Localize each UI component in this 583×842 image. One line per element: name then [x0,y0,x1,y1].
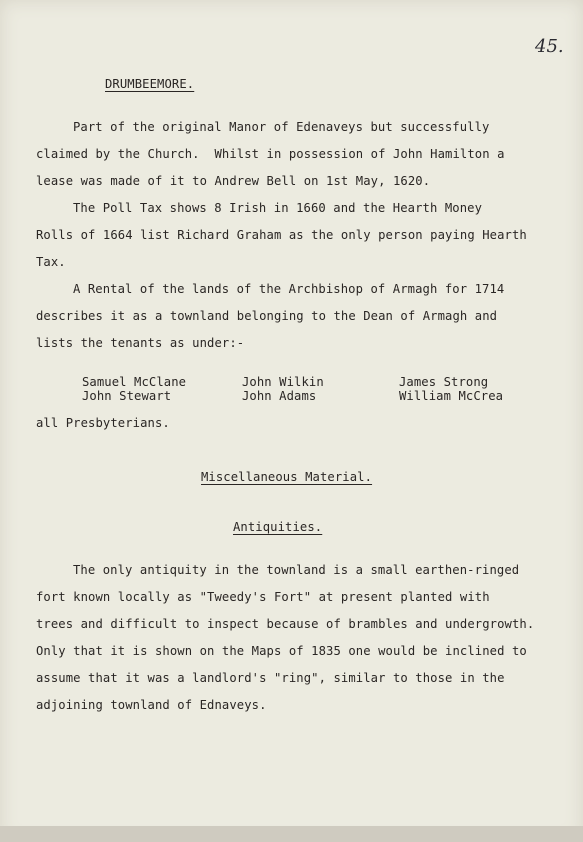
intro-line-2: claimed by the Church. Whilst in possession of John Hamilton a [36,147,505,161]
tenant-name: William McCrea [399,389,504,403]
tenant-name: Samuel McClane [82,375,187,389]
antiquity-line-3: trees and difficult to inspect because of brambles and undergrowth. [36,617,535,631]
antiquity-line-6: adjoining townland of Ednaveys. [36,698,267,712]
poll-line-1: The Poll Tax shows 8 Irish in 1660 and the Hearth Money [73,201,483,215]
tenant-name: John Adams [242,389,317,403]
antiquity-line-1: The only antiquity in the townland is a small earthen-ringed [73,563,520,577]
poll-line-3: Tax. [36,255,66,269]
rental-line-2: describes it as a townland belonging to the Dean of Armagh and [36,309,498,323]
antiquity-line-5: assume that it was a landlord's "ring", similar to those in the [36,671,505,685]
intro-line-3: lease was made of it to Andrew Bell on 1st May, 1620. [36,174,431,188]
rental-line-1: A Rental of the lands of the Archbishop of Armagh for 1714 [73,282,505,296]
tenant-name: John Wilkin [242,375,324,389]
title-heading: DRUMBEEMORE. [105,77,195,91]
antiquity-line-2: fort known locally as "Tweedy's Fort" at present planted with [36,590,490,604]
rental-line-3: lists the tenants as under:- [36,336,245,350]
page-number: 45. [535,36,564,57]
misc-heading: Miscellaneous Material. [201,470,373,484]
antiquities-heading: Antiquities. [233,520,323,534]
tenants-note: all Presbyterians. [36,416,170,430]
antiquity-line-4: Only that it is shown on the Maps of 1835 one would be inclined to [36,644,527,658]
intro-line-1: Part of the original Manor of Edenaveys but successfully [73,120,490,134]
page-edge [0,826,583,842]
tenant-name: James Strong [399,375,489,389]
poll-line-2: Rolls of 1664 list Richard Graham as the only person paying Hearth [36,228,527,242]
tenant-name: John Stewart [82,389,172,403]
